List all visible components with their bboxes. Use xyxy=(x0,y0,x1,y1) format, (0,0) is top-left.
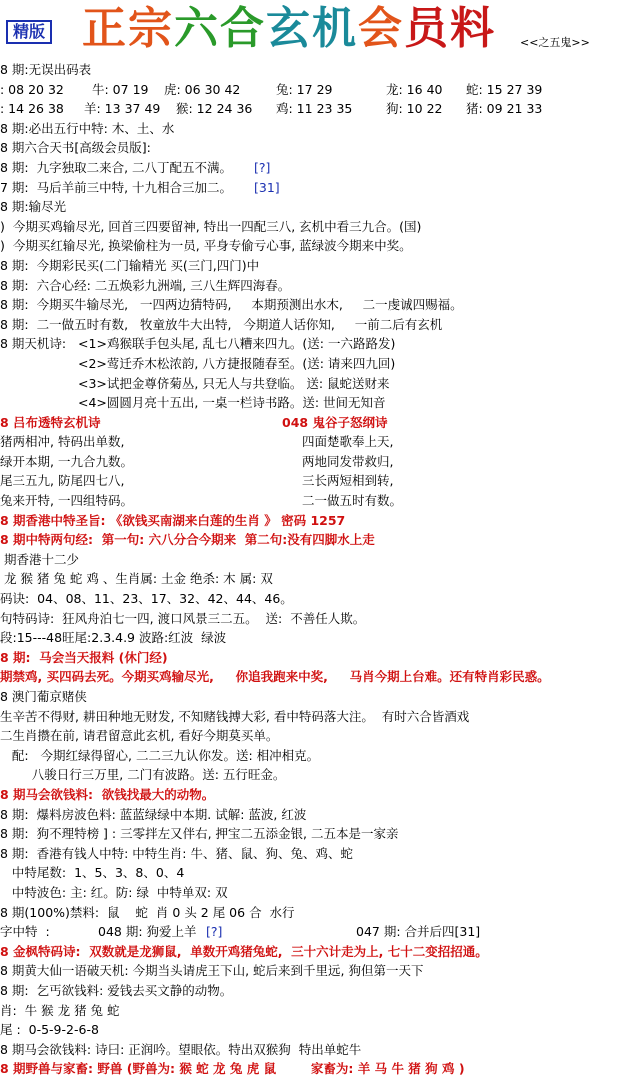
text-segment: [?] xyxy=(206,924,223,940)
text-segment: 兔: 17 29 xyxy=(276,81,333,97)
text-segment: 8 期: 爆料房波色料: 蓝蓝绿绿中本期. 试解: 蓝波, 红波 xyxy=(0,806,307,822)
text-segment: 肖: 牛 猴 龙 猪 兔 蛇 xyxy=(0,1002,120,1018)
text-segment: 尾三五九, 防尾四七八, xyxy=(0,473,125,489)
text-segment: 两地同发带救归, xyxy=(302,453,394,469)
text-line xyxy=(0,432,644,452)
title-char: 机 xyxy=(312,3,358,54)
text-segment: <4>圆圆月亮十五出, 一桌一栏诗书路。送: 世间无知音 xyxy=(78,395,386,411)
title-char: 合 xyxy=(220,3,266,54)
text-line xyxy=(0,138,644,158)
page-header xyxy=(0,0,644,58)
text-segment: 龙: 16 40 xyxy=(386,81,443,97)
text-line xyxy=(0,726,644,746)
text-segment: 8 期马会欲钱料: 诗曰: 正润吟。望眼依。特出双猴狗 特出单蛇牛 xyxy=(0,1041,362,1057)
text-segment: ) 今期买鸡输尽光, 回首三四要留神, 特出一四配三八, 玄机中看三九合。(国) xyxy=(0,218,422,234)
text-line xyxy=(0,883,644,903)
text-segment: 牛: 07 19 xyxy=(92,81,149,97)
title-char: 六 xyxy=(174,3,220,54)
text-line xyxy=(0,648,644,668)
text-line xyxy=(0,824,644,844)
title-char: 玄 xyxy=(266,3,312,54)
author-tag: <<之五鬼>> xyxy=(520,36,590,49)
text-line xyxy=(0,491,644,511)
text-segment: 兔来开特, 一四组特码。 xyxy=(0,493,133,509)
text-segment: 8 期:无误出码表 xyxy=(0,62,92,77)
text-segment: 期香港十二少 xyxy=(0,551,79,567)
text-line xyxy=(0,471,644,491)
text-line xyxy=(0,197,644,217)
text-line xyxy=(0,236,644,256)
text-line xyxy=(0,374,644,394)
content-lines xyxy=(0,60,644,1079)
text-segment: 8 期:必出五行中特: 木、土、水 xyxy=(0,120,175,136)
text-line xyxy=(0,903,644,923)
text-segment: 句特码诗: 狂风舟泊七一四, 渡口风景三二五。 送: 不善任人欺。 xyxy=(0,610,366,626)
text-segment: : 08 20 32 xyxy=(0,81,64,97)
text-segment: 二一做五时有数。 xyxy=(302,493,403,509)
text-segment: 三长两短相到转, xyxy=(302,473,394,489)
text-segment: 8 期野兽与家畜: 野兽 (野兽为: 猴 蛇 龙 兔 虎 鼠 家畜为: 羊 马 牛 猪 狗 鸡 ) xyxy=(0,1061,465,1077)
text-segment: 中特波色: 主: 红。防: 绿 中特单双: 双 xyxy=(0,884,228,900)
text-segment: 048 鬼谷子怒纲诗 xyxy=(282,414,388,430)
title-char: 员 xyxy=(404,3,450,54)
text-segment: : 14 26 38 xyxy=(0,101,64,117)
text-segment: 二生肖攒在前, 请君留意此玄机, 看好今期莫买单。 xyxy=(0,728,279,744)
text-segment: 8 期中特两句经: 第一句: 六八分合今期来 第二句:没有四脚水上走 xyxy=(0,532,375,548)
text-line xyxy=(0,334,644,354)
text-segment: 配: 今期红绿得留心, 二二三九认你发。送: 相冲相克。 xyxy=(0,747,320,763)
text-line xyxy=(0,413,644,433)
text-line xyxy=(0,80,644,100)
text-line xyxy=(0,354,644,374)
text-line xyxy=(0,805,644,825)
text-segment: 羊: 13 37 49 xyxy=(84,101,161,117)
text-line xyxy=(0,765,644,785)
text-segment: 蛇: 15 27 39 xyxy=(466,81,543,97)
text-segment: 8 期: 香港有钱人中特: 中特生肖: 牛、猪、鼠、狗、兔、鸡、蛇 xyxy=(0,845,353,861)
text-segment: 码诀: 04、08、11、23、17、32、42、44、46。 xyxy=(0,591,293,607)
text-segment: 047 期: 合并后四[31] xyxy=(356,924,481,940)
text-line xyxy=(0,687,644,707)
text-line xyxy=(0,589,644,609)
text-segment: 狗: 10 22 xyxy=(386,101,443,117)
text-segment: 8 期马会欲钱料: 欲钱找最大的动物。 xyxy=(0,786,215,802)
text-segment: 8 吕布透特玄机诗 xyxy=(0,414,101,430)
text-segment: 鸡: 11 23 35 xyxy=(276,101,353,117)
text-segment: 生辛苦不得财, 耕田种地无财发, 不知赌钱搏大彩, 看中特码落大注。 有时六合皆酒戏 xyxy=(0,708,470,724)
title-char: 正 xyxy=(82,3,128,54)
text-segment: 8 期: 狗不理特榜 ] : 三零拌左又伴右, 押宝二五添金银, 二五本是一家亲 xyxy=(0,826,399,842)
title-char: 会 xyxy=(358,3,404,54)
text-line xyxy=(0,60,644,80)
page-title xyxy=(82,2,496,56)
text-segment: 8 澳门葡京赌侠 xyxy=(0,689,87,704)
text-line xyxy=(0,746,644,766)
text-segment: 绿开本期, 一九合九数。 xyxy=(0,453,133,469)
text-line xyxy=(0,785,644,805)
text-segment: 龙 猴 猪 兔 蛇 鸡 、生肖属: 土金 绝杀: 木 属: 双 xyxy=(0,571,273,587)
text-line xyxy=(0,178,644,198)
text-line xyxy=(0,942,644,962)
text-segment: 8 期: 六合心经: 二五焕彩九洲端, 三八生辉四海春。 xyxy=(0,277,291,293)
text-segment: 8 期天机诗: <1>鸡猴联手包头尾, 乱七八糟来四九。(送: 一六路路发) xyxy=(0,336,396,352)
text-line xyxy=(0,315,644,335)
text-line xyxy=(0,707,644,727)
text-line xyxy=(0,863,644,883)
text-segment: 8 期: 今期彩民买(二门输精光 买(三门,四门)中 xyxy=(0,257,260,273)
text-segment: 猪: 09 21 33 xyxy=(466,101,543,117)
title-char: 宗 xyxy=(128,3,174,54)
text-segment: <2>莺迁乔木松浓韵, 八方捷报随春至。(送: 请来四九回) xyxy=(78,355,396,371)
text-line xyxy=(0,961,644,981)
text-segment: [31] xyxy=(254,179,280,195)
text-segment: 8 期: 今期买牛输尽光, 一四两边猜特码, 本期预测出水木, 二一虔诚四赐福。 xyxy=(0,297,463,313)
text-segment: 中特尾数: 1、5、3、8、0、4 xyxy=(0,865,185,881)
text-line xyxy=(0,609,644,629)
text-line xyxy=(0,217,644,237)
text-segment: 段:15---48旺尾:2.3.4.9 波路:红波 绿波 xyxy=(0,630,227,646)
text-line xyxy=(0,393,644,413)
text-line xyxy=(0,119,644,139)
text-segment: 8 期: 二一做五时有数, 牧童放牛大出特, 今期道人话你知, 一前二后有玄机 xyxy=(0,316,443,332)
text-segment: [?] xyxy=(254,159,271,175)
text-segment: 7 期: 马后羊前三中特, 十九相合三加二。 xyxy=(0,179,233,195)
text-segment: 八骏日行三万里, 二门有波路。送: 五行旺金。 xyxy=(0,767,286,783)
text-line xyxy=(0,1059,644,1079)
text-segment: ) 今期买红输尽光, 换梁偷柱为一员, 平身专偷亏心事, 蓝绿波今期来中奖。 xyxy=(0,238,412,254)
text-segment: 四面楚歌奉上天, xyxy=(302,434,394,450)
text-segment: 虎: 06 30 42 xyxy=(164,81,241,97)
text-line xyxy=(0,922,644,942)
text-line xyxy=(0,981,644,1001)
text-line xyxy=(0,844,644,864)
text-line xyxy=(0,530,644,550)
text-segment: 8 期: 马会当天报料 (休门经) xyxy=(0,649,168,665)
text-line xyxy=(0,99,644,119)
text-segment: 猪两相冲, 特码出单数, xyxy=(0,434,125,450)
text-line xyxy=(0,511,644,531)
text-line xyxy=(0,667,644,687)
text-line xyxy=(0,569,644,589)
text-line xyxy=(0,628,644,648)
text-line xyxy=(0,1040,644,1060)
text-segment: 8 期: 九字独取二来合, 二八丁配五不满。 xyxy=(0,159,233,175)
title-char: 料 xyxy=(450,3,496,54)
text-line xyxy=(0,550,644,570)
text-segment: 8 金枫特码诗: 双数就是龙狮鼠, 单数开鸡猪兔蛇, 三十六计走为上, 七十二变招招通。 xyxy=(0,943,488,959)
text-segment: 尾 : 0-5-9-2-6-8 xyxy=(0,1022,99,1038)
text-segment: 048 期: 狗爱上羊 xyxy=(98,924,197,940)
text-segment: <3>试把金尊侪菊丛, 只无人与共登临。 送: 鼠蛇送财来 xyxy=(78,375,390,391)
text-line xyxy=(0,276,644,296)
text-line xyxy=(0,158,644,178)
text-segment: 8 期黄大仙一语破天机: 今期当头请虎王下山, 蛇后来到千里远, 狗但第一天下 xyxy=(0,963,424,979)
text-segment: 期禁鸡, 买四码去死。今期买鸡输尽光, 你追我跑来中奖, 马肖今期上台难。还有特肖彩民惑。 xyxy=(0,669,550,685)
text-line xyxy=(0,1001,644,1021)
text-segment: 8 期: 乞丐欲钱料: 爱钱去买文静的动物。 xyxy=(0,982,233,998)
text-line xyxy=(0,452,644,472)
text-segment: 猴: 12 24 36 xyxy=(176,101,253,117)
text-line xyxy=(0,295,644,315)
text-segment: 8 期六合天书[高级会员版]: xyxy=(0,140,151,156)
text-line xyxy=(0,1020,644,1040)
edition-badge: 精版 xyxy=(6,20,52,44)
text-segment: 字中特 : xyxy=(0,924,50,940)
text-segment: 8 期香港中特圣旨: 《欲钱买南湖来白莲的生肖 》 密码 1257 xyxy=(0,512,346,528)
text-line xyxy=(0,256,644,276)
text-segment: 8 期:输尽光 xyxy=(0,199,67,215)
text-segment: 8 期(100%)禁料: 鼠 蛇 肖 0 头 2 尾 06 合 水行 xyxy=(0,904,295,920)
